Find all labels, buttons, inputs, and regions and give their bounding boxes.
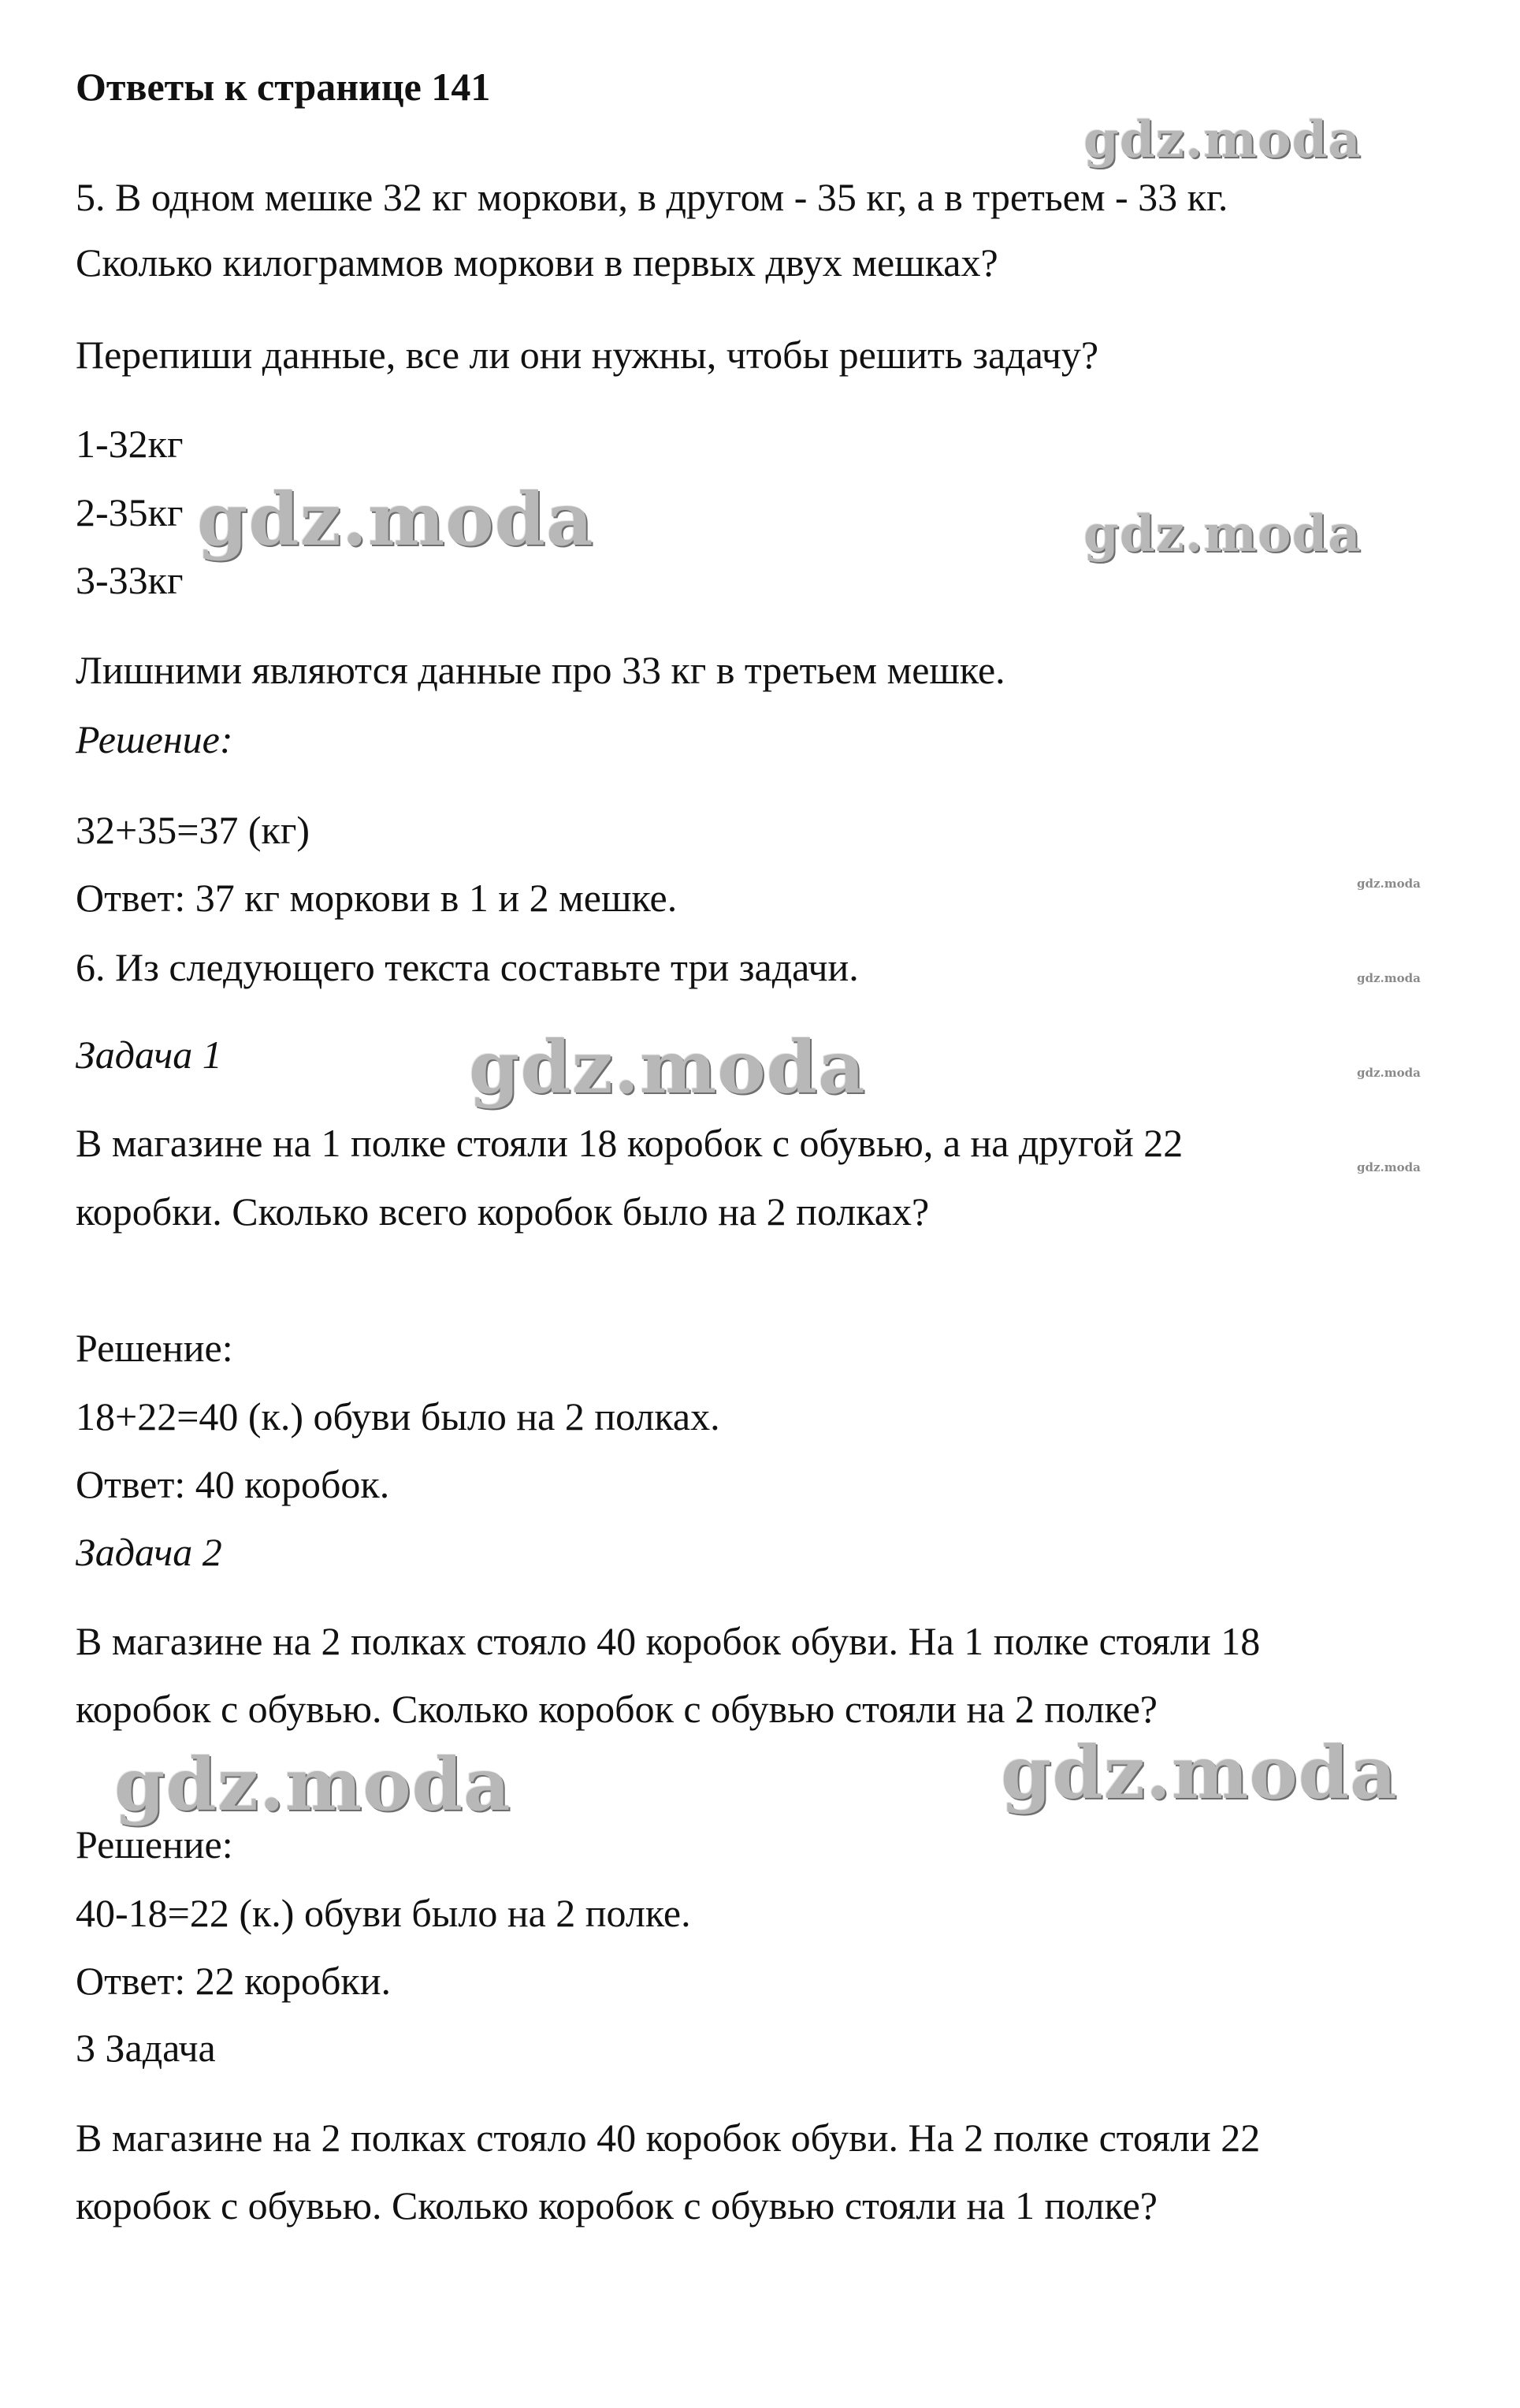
- watermark-logo: gdz.moda: [114, 1742, 511, 1827]
- problem2-solution: 40-18=22 (к.) обуви было на 2 полке.: [76, 1891, 691, 1935]
- watermark-small: gdz.moda: [1357, 971, 1421, 985]
- watermark-small: gdz.moda: [1357, 876, 1421, 891]
- problem1-label: Задача 1: [76, 1033, 222, 1077]
- problem2-text-line2: коробок с обувью. Сколько коробок с обувью стояли на 2 полке?: [76, 1687, 1158, 1731]
- problem1-solution-label: Решение:: [76, 1326, 233, 1370]
- problem1-answer: Ответ: 40 коробок.: [76, 1462, 390, 1506]
- task5-text-line2: Сколько килограммов моркови в первых двух мешках?: [76, 240, 998, 285]
- task5-text-line1: 5. В одном мешке 32 кг моркови, в другом - 35 кг, а в третьем - 33 кг.: [76, 175, 1228, 219]
- task5-extra-note: Лишними являются данные про 33 кг в третьем мешке.: [76, 648, 1005, 692]
- task5-answer: Ответ: 37 кг моркови в 1 и 2 мешке.: [76, 876, 678, 920]
- watermark-logo: gdz.moda: [1083, 504, 1362, 564]
- watermark-logo: gdz.moda: [1083, 110, 1362, 169]
- problem2-text-line1: В магазине на 2 полках стояло 40 коробок обуви. На 1 полке стояли 18: [76, 1619, 1261, 1663]
- watermark-logo: gdz.moda: [469, 1025, 866, 1110]
- task5-question: Перепиши данные, все ли они нужны, чтобы решить задачу?: [76, 333, 1099, 377]
- problem3-text-line2: коробок с обувью. Сколько коробок с обувью стояли на 1 полке?: [76, 2183, 1158, 2227]
- watermark-logo: gdz.moda: [197, 477, 594, 562]
- problem2-label: Задача 2: [76, 1530, 222, 1574]
- problem1-text-line2: коробки. Сколько всего коробок было на 2 полках?: [76, 1189, 930, 1234]
- problem2-solution-label: Решение:: [76, 1822, 233, 1866]
- problem1-solution: 18+22=40 (к.) обуви было на 2 полках.: [76, 1394, 720, 1438]
- task5-solution-label: Решение:: [76, 717, 233, 761]
- watermark-small: gdz.moda: [1357, 1160, 1421, 1174]
- problem2-answer: Ответ: 22 коробки.: [76, 1959, 391, 2003]
- watermark-logo: gdz.moda: [1001, 1730, 1398, 1815]
- problem1-text-line1: В магазине на 1 полке стояли 18 коробок с обувью, а на другой 22: [76, 1121, 1184, 1165]
- task5-data-3: 3-33кг: [76, 558, 184, 602]
- watermark-small: gdz.moda: [1357, 1066, 1421, 1080]
- task5-data-2: 2-35кг: [76, 490, 184, 534]
- task5-solution: 32+35=37 (кг): [76, 808, 310, 852]
- task5-data-1: 1-32кг: [76, 422, 184, 466]
- problem3-text-line1: В магазине на 2 полках стояло 40 коробок обуви. На 2 полке стояли 22: [76, 2116, 1261, 2160]
- page-title: Ответы к странице 141: [76, 65, 491, 109]
- task6-heading: 6. Из следующего текста составьте три задачи.: [76, 945, 859, 989]
- problem3-label: 3 Задача: [76, 2026, 216, 2070]
